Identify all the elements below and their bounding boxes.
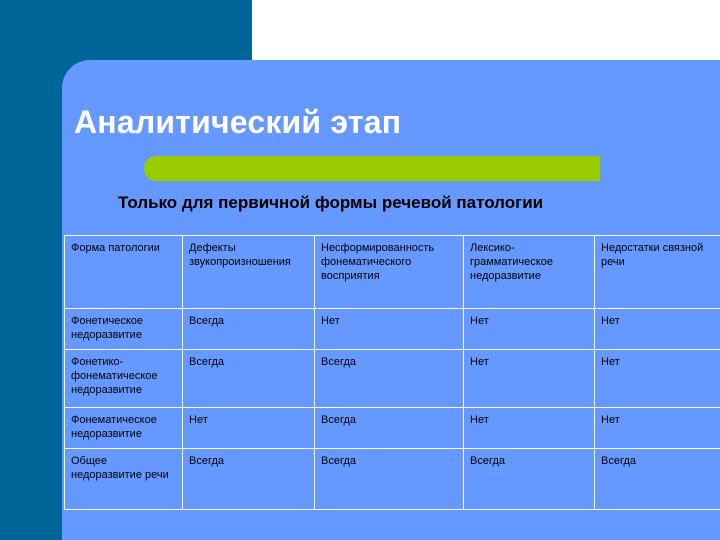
header-cell: Несформированность фонематического восприятия xyxy=(315,236,464,309)
table-row xyxy=(65,309,720,350)
table-cell: Нет xyxy=(595,350,720,408)
table-row xyxy=(65,408,720,449)
slide-title: Аналитический этап xyxy=(74,104,402,140)
accent-bar xyxy=(158,156,600,181)
row-label-cell: Фонетическое недоразвитие xyxy=(65,309,183,350)
pathology-table xyxy=(64,235,720,510)
table-row xyxy=(65,350,720,408)
header-cell: Лексико-грамматическое недоразвитие xyxy=(464,236,595,309)
header-cell: Дефекты звукопроизношения xyxy=(183,236,315,309)
table-cell: Нет xyxy=(464,408,595,449)
table-header-row xyxy=(65,236,720,309)
table-cell: Всегда xyxy=(183,350,315,408)
slide-subtitle: Только для первичной формы речевой патологии xyxy=(118,193,544,212)
header-cell: Форма патологии xyxy=(65,236,183,309)
table-row xyxy=(65,449,720,510)
row-label-cell: Общее недоразвитие речи xyxy=(65,449,183,510)
header-cell: Недостатки связной речи xyxy=(595,236,720,309)
table-cell: Нет xyxy=(183,408,315,449)
table-cell: Нет xyxy=(464,309,595,350)
table-cell: Всегда xyxy=(183,309,315,350)
table-cell: Всегда xyxy=(464,449,595,510)
table-cell: Нет xyxy=(595,408,720,449)
table-cell: Нет xyxy=(595,309,720,350)
row-label-cell: Фонетико-фонематическое недоразвитие xyxy=(65,350,183,408)
table-cell: Нет xyxy=(315,309,464,350)
table-cell: Всегда xyxy=(595,449,720,510)
table-cell: Всегда xyxy=(315,449,464,510)
table-cell: Всегда xyxy=(183,449,315,510)
table-cell: Всегда xyxy=(315,350,464,408)
table-cell: Всегда xyxy=(315,408,464,449)
row-label-cell: Фонематическое недоразвитие xyxy=(65,408,183,449)
table-cell: Нет xyxy=(464,350,595,408)
